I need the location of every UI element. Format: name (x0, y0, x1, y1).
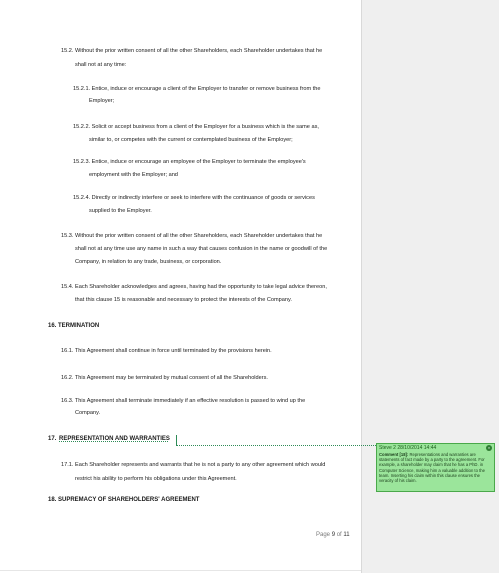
clause-15-2-2-line2: similar to, or competes with the current or contemplated business of the Employer; (89, 137, 293, 143)
clause-16-3-line2: Company. (75, 410, 101, 416)
clause-15-2-4-line1: 15.2.4. Directly or indirectly interfere or seek to interfere with the continuance of goods or services (73, 195, 315, 201)
clause-15-4-line1: 15.4. Each Shareholder acknowledges and agrees, having had the opportunity to take legal advice thereon, (61, 284, 327, 290)
page-bottom-edge (0, 570, 361, 571)
clause-15-2-1-line2: Employer; (89, 98, 115, 104)
clause-15-2-4-line2: supplied to the Employer. (89, 208, 152, 214)
clause-15-3-line3: Company, in relation to any trade, business, or corporation. (75, 259, 222, 265)
clause-15-2-1-line1: 15.2.1. Entice, induce or encourage a client of the Employer to transfer or remove business from the (73, 86, 321, 92)
page-label: Page (316, 532, 331, 538)
clause-15-2-2-line1: 15.2.2. Solicit or accept business from a client of the Employer for a business which is the same as, (73, 124, 319, 130)
close-icon[interactable]: × (487, 445, 491, 450)
clause-16-1: 16.1. This Agreement shall continue in force until terminated by the provisions herein. (61, 348, 272, 354)
page-current: 9 (331, 532, 336, 538)
comment-body-text: Representations and warranties are statements of fact made by a party to the agreement. For example, a shareholder may claim that he has a PhD. in Computer Science, making him a valuable addition to the team. Inserting his claim within this clause ensures the veracity of his claim. (379, 452, 485, 484)
comment-connector-line (176, 445, 376, 446)
heading-supremacy: 18. SUPREMACY OF SHAREHOLDERS' AGREEMENT (48, 497, 200, 503)
clause-15-3-line2: shall not at any time use any name in such a way that causes confusion in the name or goodwill of the (75, 246, 328, 252)
clause-15-3-line1: 15.3. Without the prior written consent of all the other Shareholders, each Shareholder undertakes that he (61, 233, 323, 239)
comment-anchor-bracket (174, 435, 177, 445)
comment-label: Comment [18]: (379, 452, 409, 457)
heading-representation-warranties[interactable]: REPRESENTATION AND WARRANTIES (59, 436, 170, 442)
clause-15-2-3-line1: 15.2.3. Entice, induce or encourage an employee of the Employer to terminate the employee's (73, 159, 306, 165)
comment-text (379, 452, 493, 483)
clause-15-4-line2: that this clause 15 is reasonable and necessary to protect the interests of the Company. (75, 297, 292, 303)
heading-17-number: 17. (48, 436, 57, 442)
page-of: of (336, 532, 342, 538)
heading-termination: 16. TERMINATION (48, 323, 100, 329)
page-total: 11 (343, 532, 350, 538)
clause-16-2: 16.2. This Agreement may be terminated by mutual consent of all the Shareholders. (61, 375, 268, 381)
comment-balloon[interactable] (376, 443, 495, 492)
clause-16-3-line1: 16.3. This Agreement shall terminate immediately if an effective resolution is passed to wind up the (61, 398, 306, 404)
comment-author-timestamp: Steve 2 28/10/2014 14:44 (379, 445, 437, 451)
clause-15-2-line1: 15.2. Without the prior written consent of all the other Shareholders, each Shareholder undertakes that he (61, 48, 323, 54)
clause-17-1-line1: 17.1. Each Shareholder represents and warrants that he is not a party to any other agreement which would (61, 462, 326, 468)
clause-15-2-line2: shall not at any time: (75, 62, 127, 68)
page-number (316, 532, 350, 538)
clause-17-1-line2: restrict his ability to perform his obligations under this Agreement. (75, 476, 237, 482)
clause-15-2-3-line2: employment with the Employer; and (89, 172, 178, 178)
